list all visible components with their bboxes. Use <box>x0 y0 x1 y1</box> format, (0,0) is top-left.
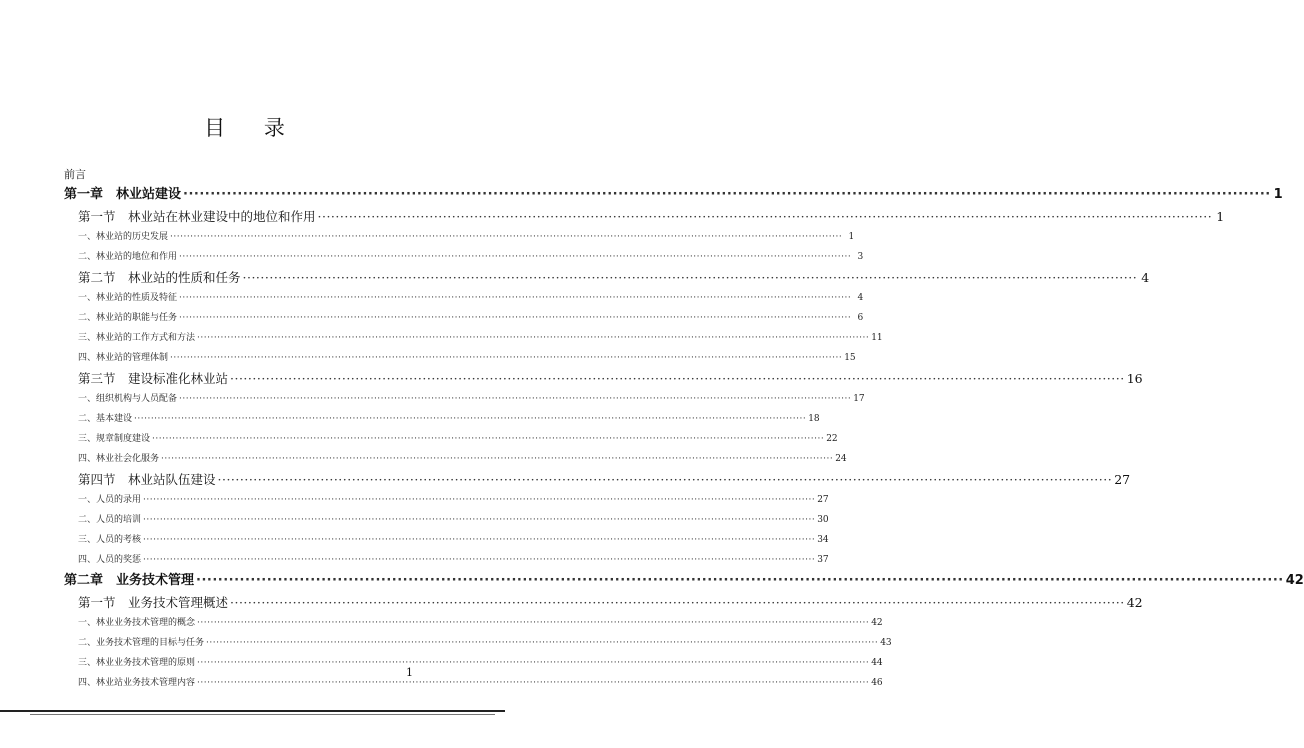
toc-entry-page: 1 <box>1216 209 1225 224</box>
toc-entry-title: 三、规章制度建设 <box>78 434 151 444</box>
toc-item <box>64 510 829 530</box>
toc-entry-title: 三、林业业务技术管理的原则 <box>78 658 196 668</box>
toc-entry-title: 第一章 林业站建设 <box>64 187 182 202</box>
dot-leader: ········································································································································································································ <box>170 232 843 242</box>
toc-entry-page: 42 <box>871 618 883 628</box>
dot-leader: ········································································································································································································ <box>197 658 870 668</box>
toc-entry-page: 42 <box>1285 573 1304 588</box>
toc-item <box>64 348 856 368</box>
toc-entry-page: 4 <box>1141 270 1150 285</box>
toc-entry-title: 二、人员的培训 <box>78 515 142 525</box>
dot-leader: ········································································································································································································ <box>206 638 879 648</box>
bottom-rule <box>0 710 505 712</box>
toc-entry-title: 第二章 业务技术管理 <box>64 573 195 588</box>
dot-leader: ········································································································································································································ <box>179 293 852 303</box>
toc-entry-title: 四、林业站业务技术管理内容 <box>78 678 196 688</box>
toc-item <box>64 633 892 653</box>
toc-entry-page: 46 <box>871 678 883 688</box>
toc-entry-title: 四、人员的奖惩 <box>78 555 142 565</box>
toc-item <box>64 308 864 328</box>
toc-chapter <box>64 184 1283 206</box>
toc-entry-title: 第四节 林业站队伍建设 <box>78 472 216 487</box>
toc-entry-title: 第一节 林业站在林业建设中的地位和作用 <box>78 209 316 224</box>
toc-entry-page: 11 <box>871 333 883 343</box>
toc-section <box>64 267 1150 288</box>
toc-section <box>64 206 1225 227</box>
toc-item <box>64 673 883 693</box>
dot-leader: ········································································································································································································ <box>217 472 1113 487</box>
toc-entry-title: 一、林业站的历史发展 <box>78 232 169 242</box>
toc-entry-title: 一、人员的录用 <box>78 495 142 505</box>
dot-leader: ········································································································································································································ <box>197 333 870 343</box>
toc-item <box>64 613 883 633</box>
toc-entry-page: 4 <box>857 293 864 303</box>
toc-item <box>64 550 829 570</box>
dot-leader: ········································································································································································································ <box>179 252 852 262</box>
toc-entry-page: 37 <box>817 555 829 565</box>
toc-entry-page: 27 <box>1114 472 1131 487</box>
toc-section <box>64 368 1143 389</box>
toc-entry-page: 34 <box>817 535 829 545</box>
toc-entry-title: 二、基本建设 <box>78 414 133 424</box>
bottom-rule-secondary <box>30 714 495 715</box>
page-number: 1 <box>406 666 413 679</box>
toc-item <box>64 409 820 429</box>
dot-leader: ········································································································································································································ <box>183 187 1271 202</box>
toc-entry-page: 30 <box>817 515 829 525</box>
toc-entry-page: 15 <box>844 353 856 363</box>
dot-leader: ········································································································································································································ <box>170 353 843 363</box>
table-of-contents <box>64 166 1304 693</box>
toc-entry-title: 一、组织机构与人员配备 <box>78 394 178 404</box>
toc-item <box>64 490 829 510</box>
toc-entry-title: 第一节 业务技术管理概述 <box>78 595 229 610</box>
toc-entry-page: 24 <box>835 454 847 464</box>
toc-item <box>64 227 855 247</box>
dot-leader: ········································································································································································································ <box>179 313 852 323</box>
dot-leader: ········································································································································································································ <box>196 573 1284 588</box>
toc-entry-page: 44 <box>871 658 883 668</box>
toc-entry-title: 二、林业站的职能与任务 <box>78 313 178 323</box>
toc-section <box>64 469 1131 490</box>
preface-entry: 前言 <box>64 168 86 181</box>
toc-item <box>64 247 864 267</box>
toc-entry-title: 三、人员的考核 <box>78 535 142 545</box>
toc-entry-title: 四、林业站的管理体制 <box>78 353 169 363</box>
dot-leader: ········································································································································································································ <box>152 434 825 444</box>
toc-item <box>64 429 838 449</box>
toc-entry-page: 1 <box>1273 187 1283 202</box>
toc-entry-title: 二、林业站的地位和作用 <box>78 252 178 262</box>
dot-leader: ········································································································································································································ <box>134 414 807 424</box>
toc-item <box>64 653 883 673</box>
page-title: 目 录 <box>204 116 301 140</box>
toc-entry-page: 27 <box>817 495 829 505</box>
dot-leader: ········································································································································································································ <box>143 535 816 545</box>
dot-leader: ········································································································································································································ <box>179 394 852 404</box>
dot-leader: ········································································································································································································ <box>230 371 1125 386</box>
dot-leader: ········································································································································································································ <box>143 515 816 525</box>
toc-entry-title: 四、林业社会化服务 <box>78 454 160 464</box>
toc-entry-title: 第二节 林业站的性质和任务 <box>78 270 241 285</box>
toc-item <box>64 530 829 550</box>
dot-leader: ········································································································································································································ <box>161 454 834 464</box>
toc-entry-page: 17 <box>853 394 865 404</box>
toc-item <box>64 288 864 308</box>
dot-leader: ········································································································································································································ <box>317 209 1213 224</box>
toc-list <box>64 184 1304 693</box>
toc-entry-page: 18 <box>808 414 820 424</box>
toc-entry-page: 1 <box>848 232 855 242</box>
dot-leader: ········································································································································································································ <box>242 270 1138 285</box>
toc-entry-title: 第三节 建设标准化林业站 <box>78 371 229 386</box>
toc-entry-title: 一、林业业务技术管理的概念 <box>78 618 196 628</box>
toc-entry-page: 16 <box>1126 371 1143 386</box>
toc-item <box>64 449 847 469</box>
dot-leader: ········································································································································································································ <box>143 495 816 505</box>
toc-entry-page: 22 <box>826 434 838 444</box>
toc-entry-title: 一、林业站的性质及特征 <box>78 293 178 303</box>
toc-entry-page: 3 <box>857 252 864 262</box>
toc-entry-title: 三、林业站的工作方式和方法 <box>78 333 196 343</box>
toc-entry-page: 43 <box>880 638 892 648</box>
dot-leader: ········································································································································································································ <box>143 555 816 565</box>
toc-chapter <box>64 570 1304 592</box>
dot-leader: ········································································································································································································ <box>197 678 870 688</box>
dot-leader: ········································································································································································································ <box>230 595 1125 610</box>
toc-entry-title: 二、业务技术管理的目标与任务 <box>78 638 205 648</box>
dot-leader: ········································································································································································································ <box>197 618 870 628</box>
toc-item <box>64 328 883 348</box>
toc-entry-page: 6 <box>857 313 864 323</box>
toc-section <box>64 592 1143 613</box>
toc-entry-page: 42 <box>1126 595 1143 610</box>
toc-item <box>64 389 865 409</box>
